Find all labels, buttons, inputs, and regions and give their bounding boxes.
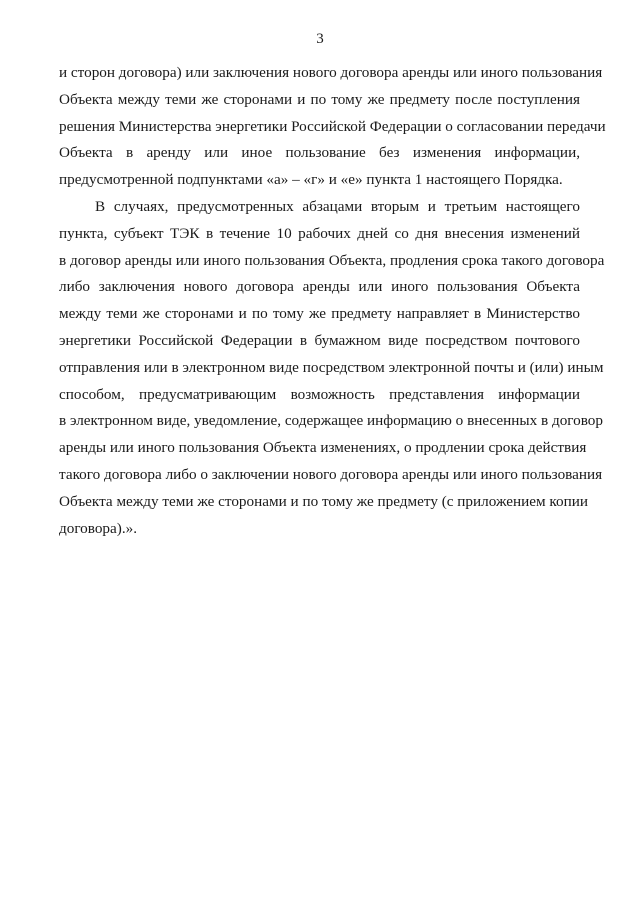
paragraph-line: энергетики Российской Федерации в бумажном виде посредством почтового	[59, 331, 580, 349]
paragraph-line: Объекта между теми же сторонами и по тому же предмету после поступления	[59, 90, 580, 108]
paragraph-line: Объекта между теми же сторонами и по тому же предмету (с приложением копии	[59, 492, 588, 510]
page-number: 3	[316, 31, 324, 47]
paragraph-line: договора).».	[59, 519, 138, 537]
paragraph-line: пункта, субъект ТЭК в течение 10 рабочих дней со дня внесения изменений	[59, 224, 580, 242]
paragraph-line: между теми же сторонами и по тому же предмету направляет в Министерство	[59, 305, 580, 323]
paragraph-1	[59, 60, 606, 194]
paragraph-line: отправления или в электронном виде посредством электронной почты и (или) иным	[59, 358, 604, 376]
paragraph-line: Объекта в аренду или иное пользование без изменения информации,	[59, 144, 580, 162]
paragraph-line: и сторон договора) или заключения нового договора аренды или иного пользования	[59, 64, 603, 81]
paragraph-line: аренды или иного пользования Объекта изменениях, о продлении срока действия	[59, 439, 587, 457]
paragraph-line: такого договора либо о заключении нового договора аренды или иного пользования	[59, 465, 603, 483]
paragraph-line: способом, предусматривающим возможность представления информации	[59, 385, 580, 403]
paragraph-line: в электронном виде, уведомление, содержащее информацию о внесенных в договор	[59, 412, 603, 430]
paragraph-line: предусмотренной подпунктами «а» – «г» и «е» пункта 1 настоящего Порядка.	[59, 171, 563, 189]
paragraph-line: решения Министерства энергетики Российской Федерации о согласовании передачи	[59, 117, 606, 135]
paragraph-line: либо заключения нового договора аренды или иного пользования Объекта	[59, 278, 580, 296]
paragraph-line: в договор аренды или иного пользования Объекта, продления срока такого договора	[59, 251, 605, 269]
paragraph-2	[59, 194, 605, 542]
paragraph-line: В случаях, предусмотренных абзацами вторым и третьим настоящего	[95, 198, 580, 215]
